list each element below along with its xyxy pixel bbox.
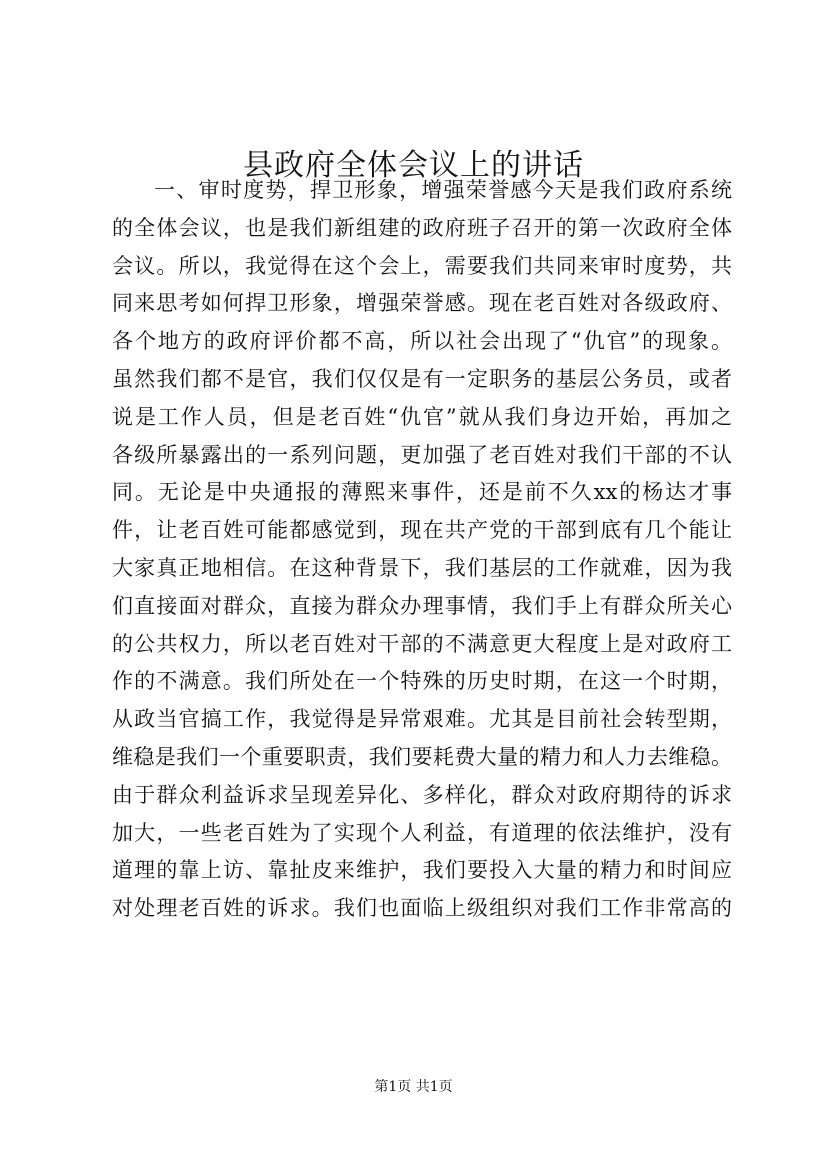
body-line: 一、审时度势，捍卫形象，增强荣誉感今天是我们政府系统 — [154, 178, 732, 202]
body-line: 道理的靠上访、靠扯皮来维护，我们要投入大量的精力和时间应 — [112, 858, 732, 883]
body-line: 会议。所以，我觉得在这个会上，需要我们共同来审时度势，共 — [112, 253, 732, 278]
body-line: 虽然我们都不是官，我们仅仅是有一定职务的基层公务员，或者 — [112, 366, 732, 391]
body-line: 们直接面对群众，直接为群众办理事情，我们手上有群众所关心 — [112, 593, 732, 618]
body-line: 加大，一些老百姓为了实现个人利益，有道理的依法维护，没有 — [112, 820, 732, 845]
body-line: 对处理老百姓的诉求。我们也面临上级组织对我们工作非常高的 — [112, 896, 732, 921]
document-title: 县政府全体会议上的讲话 — [243, 148, 584, 183]
page-footer: 第1页 共1页 — [374, 1079, 453, 1095]
body-line: 同。无论是中央通报的薄熙来事件，还是前不久xx的杨达才事 — [112, 480, 732, 505]
body-line: 各级所暴露出的一系列问题，更加强了老百姓对我们干部的不认 — [112, 442, 732, 467]
body-line: 的全体会议，也是我们新组建的政府班子召开的第一次政府全体 — [112, 215, 732, 240]
body-line: 由于群众利益诉求呈现差异化、多样化，群众对政府期待的诉求 — [112, 782, 732, 807]
document-body — [112, 172, 732, 928]
body-line: 件，让老百姓可能都感觉到，现在共产党的干部到底有几个能让 — [112, 518, 732, 543]
body-line: 说是工作人员，但是老百姓“仇官”就从我们身边开始，再加之 — [112, 404, 732, 429]
body-line: 的公共权力，所以老百姓对干部的不满意更大程度上是对政府工 — [112, 631, 732, 656]
body-line: 同来思考如何捍卫形象，增强荣誉感。现在老百姓对各级政府、 — [112, 291, 732, 316]
body-line: 维稳是我们一个重要职责，我们要耗费大量的精力和人力去维稳。 — [112, 744, 732, 769]
body-line: 大家真正地相信。在这种背景下，我们基层的工作就难，因为我 — [112, 555, 732, 580]
body-line: 从政当官搞工作，我觉得是异常艰难。尤其是目前社会转型期， — [112, 707, 732, 732]
body-line: 作的不满意。我们所处在一个特殊的历史时期，在这一个时期， — [112, 669, 732, 694]
body-line: 各个地方的政府评价都不高，所以社会出现了“仇官”的现象。 — [112, 329, 732, 354]
